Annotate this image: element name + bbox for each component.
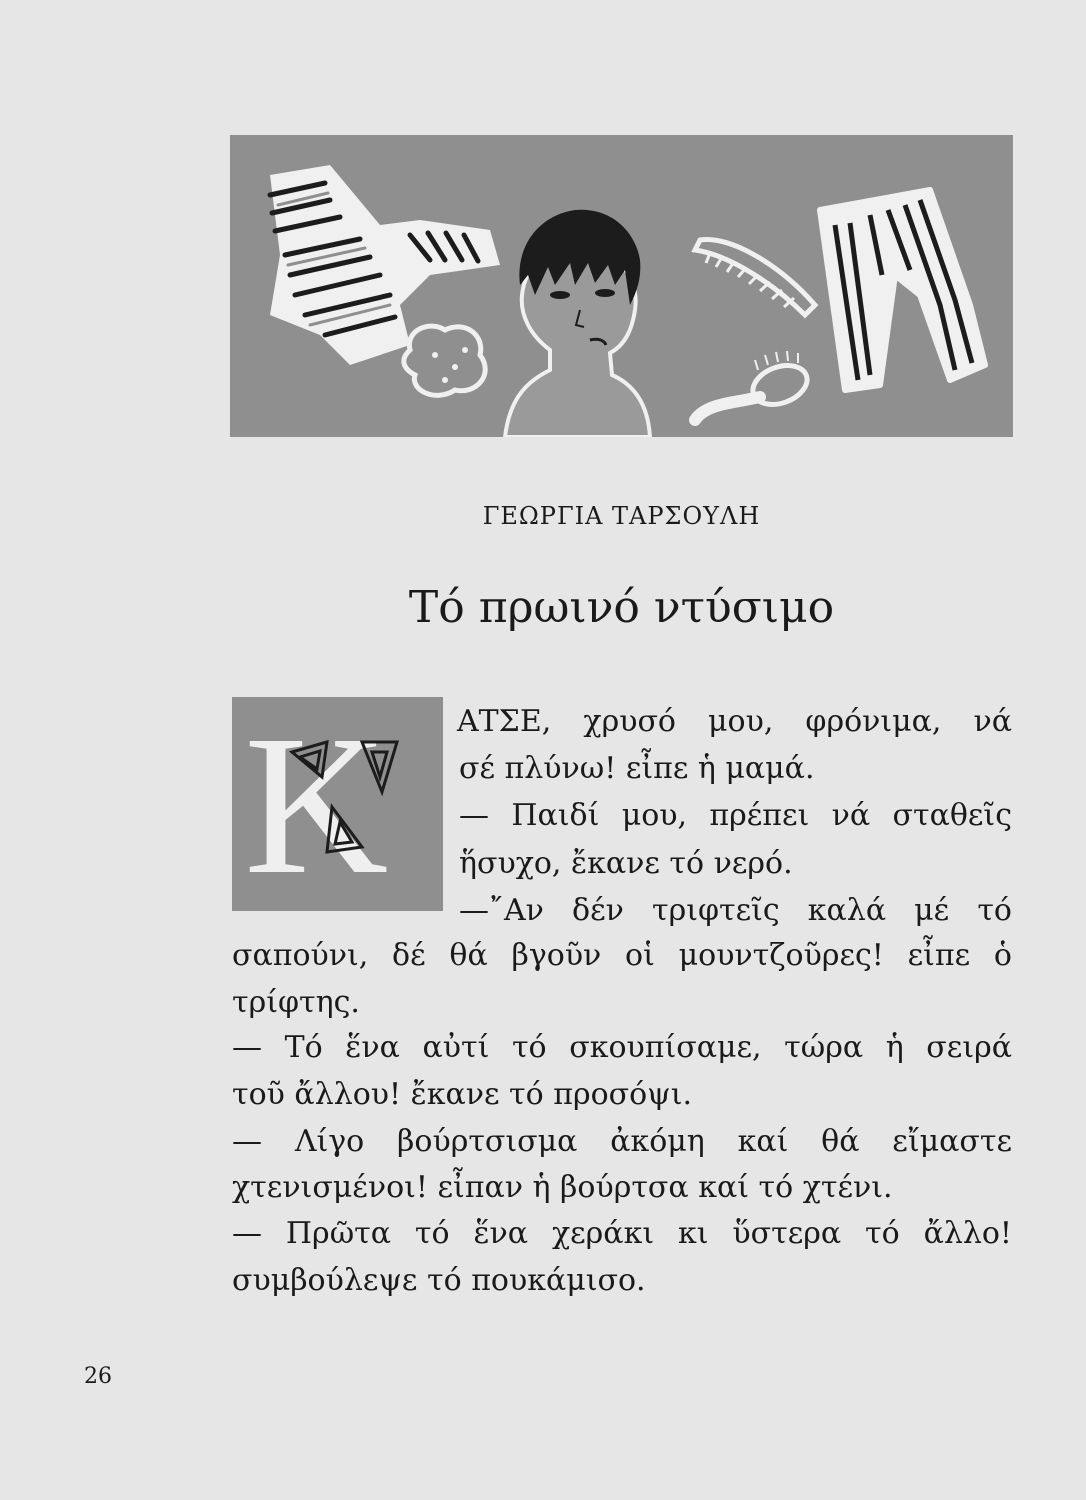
text-line: συμβούλεψε τό πουκάμισο. bbox=[232, 1263, 646, 1298]
trousers-icon bbox=[820, 190, 985, 390]
text-line: — Παιδί μου, πρέπει νά σταθεῖς bbox=[459, 798, 1012, 833]
boy-icon bbox=[505, 210, 650, 437]
text-line: ἥσυχο, ἔκανε τό νερό. bbox=[459, 846, 793, 881]
text-line: τρίφτης. bbox=[232, 985, 360, 1020]
author-name: ΓΕΩΡΓΙΑ ΤΑΡΣΟΥΛΗ bbox=[482, 502, 761, 530]
text-line: —῎Αν δέν τριφτεῖς καλά μέ τό bbox=[459, 893, 1012, 928]
text-line: — Πρῶτα τό ἕνα χεράκι κι ὕστερα τό ἄλλο! bbox=[232, 1216, 1012, 1251]
sponge-icon bbox=[404, 326, 485, 395]
drop-cap bbox=[232, 697, 443, 911]
text-line: ΑΤΣΕ, χρυσό μου, φρόνιμα, νά bbox=[457, 704, 1012, 739]
page-number: 26 bbox=[84, 1364, 112, 1389]
text-line: σέ πλύνω! εἶπε ἡ μαμά. bbox=[459, 751, 815, 786]
header-illustration bbox=[230, 135, 1013, 437]
page-title: Τό πρωινό ντύσιμο bbox=[408, 582, 835, 633]
drop-cap-letter: K bbox=[244, 697, 389, 911]
text-line: — Λίγο βούρτσισμα ἀκόμη καί θά εἴμαστε bbox=[232, 1124, 1012, 1159]
comb-icon bbox=[695, 239, 815, 315]
text-line: τοῦ ἄλλου! ἔκανε τό προσόψι. bbox=[232, 1077, 693, 1112]
sweater-icon bbox=[270, 165, 500, 365]
text-line: — Τό ἕνα αὐτί τό σκουπίσαμε, τώρα ἡ σειρά bbox=[232, 1030, 1012, 1065]
text-line: χτενισμένοι! εἶπαν ἡ βούρτσα καί τό χτένι. bbox=[232, 1170, 893, 1205]
hairbrush-icon bbox=[695, 351, 812, 420]
text-line: σαπούνι, δέ θά βγοῦν οἱ μουντζοῦρες! εἶπε ὁ bbox=[232, 938, 1012, 973]
